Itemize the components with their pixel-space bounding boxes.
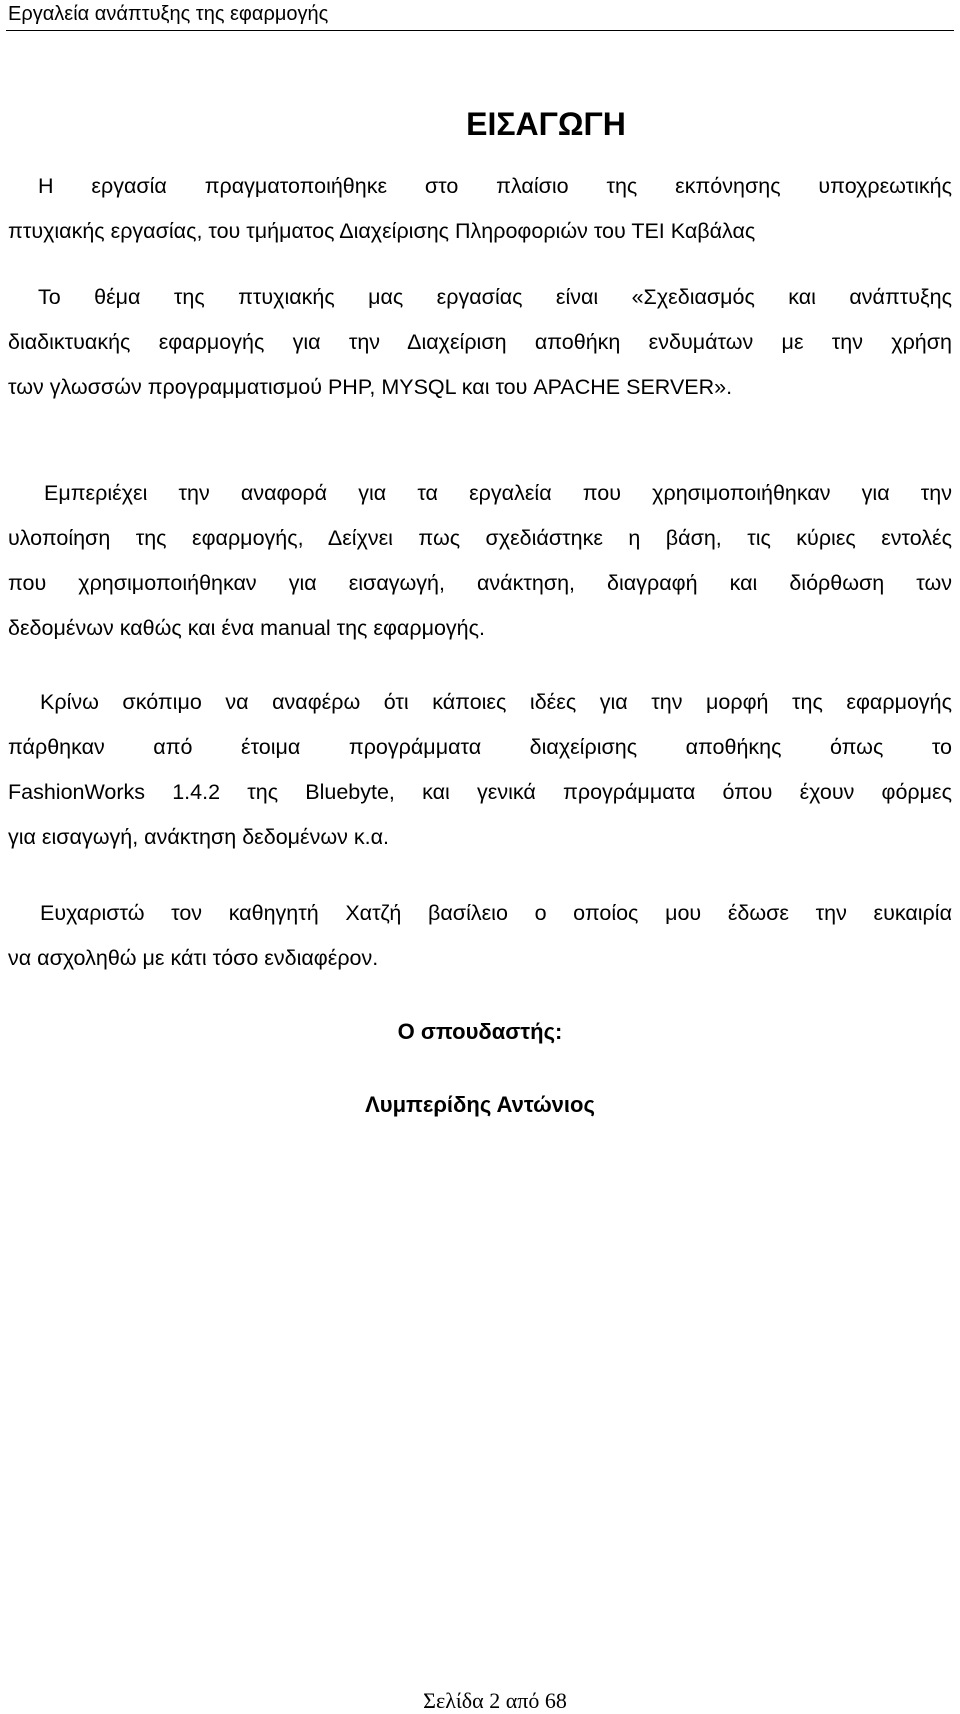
paragraph-intro xyxy=(8,164,952,254)
paragraph-ideas xyxy=(8,680,952,860)
paragraph-line: να ασχοληθώ με κάτι τόσο ενδιαφέρον. xyxy=(8,946,379,970)
paragraph-line: των γλωσσών προγραμματισμού PHP, MYSQL και του APACHE SERVER». xyxy=(8,375,733,399)
paragraph-line: Η εργασία πραγματοποιήθηκε στο πλαίσιο της εκπόνησης υποχρεωτικής xyxy=(38,174,952,198)
paragraph-line: Κρίνω σκόπιμο να αναφέρω ότι κάποιες ιδέες για την μορφή της εφαρμογής xyxy=(40,690,952,714)
paragraph-thanks xyxy=(8,891,952,981)
paragraph-line: πτυχιακής εργασίας, του τμήματος Διαχείρισης Πληροφοριών του ΤΕΙ Καβάλας xyxy=(8,219,756,243)
paragraph-line: που χρησιμοποιήθηκαν για εισαγωγή, ανάκτηση, διαγραφή και διόρθωση των xyxy=(8,571,952,595)
header-divider xyxy=(6,30,954,31)
page-number: Σελίδα 2 από 68 xyxy=(423,1688,567,1713)
paragraph-contents xyxy=(8,471,952,651)
paragraph-line: Εμπεριέχει την αναφορά για τα εργαλεία που χρησιμοποιήθηκαν για την xyxy=(44,481,952,505)
paragraph-line: για εισαγωγή, ανάκτηση δεδομένων κ.α. xyxy=(8,825,390,849)
paragraph-line: πάρθηκαν από έτοιμα προγράμματα διαχείρισης αποθήκης όπως το xyxy=(8,735,952,759)
page-title: ΕΙΣΑΓΩΓΗ xyxy=(466,106,626,142)
signature-name: Λυμπερίδης Αντώνιος xyxy=(365,1092,595,1117)
paragraph-topic xyxy=(8,275,952,410)
paragraph-line: Το θέμα της πτυχιακής μας εργασίας είναι «Σχεδιασμός και ανάπτυξης xyxy=(38,285,952,309)
signature-label: Ο σπουδαστής: xyxy=(397,1019,563,1044)
paragraph-line: υλοποίηση της εφαρμογής, Δείχνει πως σχεδιάστηκε η βάση, τις κύριες εντολές xyxy=(8,526,952,550)
running-header-title: Εργαλεία ανάπτυξης της εφαρμογής xyxy=(8,3,329,25)
paragraph-line: διαδικτυακής εφαρμογής για την Διαχείριση αποθήκη ενδυμάτων με την χρήση xyxy=(8,330,952,354)
paragraph-line: δεδομένων καθώς και ένα manual της εφαρμογής. xyxy=(8,616,485,640)
paragraph-line: FashionWorks 1.4.2 της Bluebyte, και γενικά προγράμματα όπου έχουν φόρμες xyxy=(8,780,952,804)
paragraph-line: Ευχαριστώ τον καθηγητή Χατζή βασίλειο ο οποίος μου έδωσε την ευκαιρία xyxy=(40,901,952,925)
